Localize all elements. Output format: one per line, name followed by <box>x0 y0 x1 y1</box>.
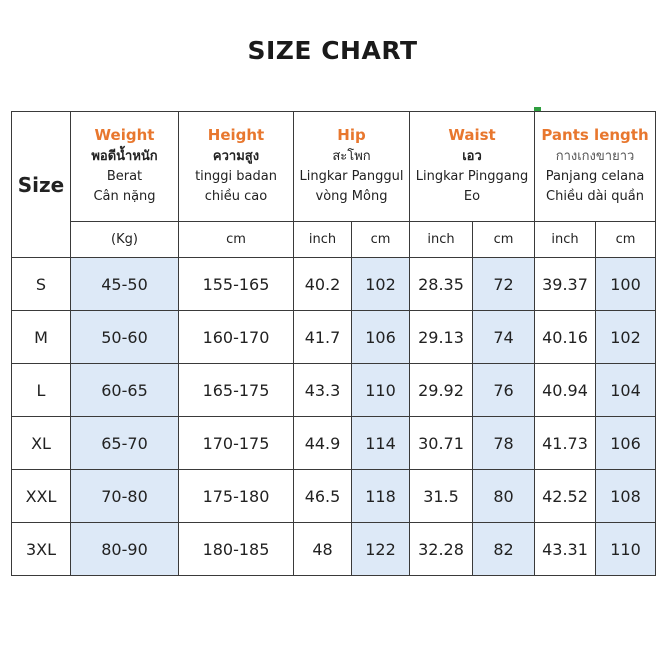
waist-inch-cell: 29.13 <box>410 311 473 364</box>
pants-inch-cell: 42.52 <box>535 470 596 523</box>
hip-cm-cell: 118 <box>352 470 410 523</box>
height-cell: 160-170 <box>179 311 294 364</box>
weight-cell: 65-70 <box>71 417 179 470</box>
hip-inch-cell: 48 <box>294 523 352 576</box>
size-chart-table <box>11 111 656 576</box>
pants-cm-cell: 102 <box>596 311 656 364</box>
weight-unit: (Kg) <box>71 222 179 258</box>
pants-unit-cm: cm <box>596 222 656 258</box>
size-cell: M <box>12 311 71 364</box>
size-header: Size <box>12 112 71 258</box>
waist-inch-cell: 30.71 <box>410 417 473 470</box>
pants-cm-cell: 110 <box>596 523 656 576</box>
height-header: Height ความสูง tinggi badan chiều cao <box>179 112 294 222</box>
weight-cell: 50-60 <box>71 311 179 364</box>
weight-cell: 70-80 <box>71 470 179 523</box>
pants-cm-cell: 108 <box>596 470 656 523</box>
page-title: SIZE CHART <box>247 36 418 65</box>
hip-inch-cell: 46.5 <box>294 470 352 523</box>
size-cell: XXL <box>12 470 71 523</box>
hip-inch-cell: 41.7 <box>294 311 352 364</box>
hip-cm-cell: 102 <box>352 258 410 311</box>
waist-inch-cell: 31.5 <box>410 470 473 523</box>
waist-header: Waist เอว Lingkar Pinggang Eo <box>410 112 535 222</box>
table-row <box>12 258 656 311</box>
weight-cell: 80-90 <box>71 523 179 576</box>
waist-cm-cell: 74 <box>473 311 535 364</box>
waist-inch-cell: 32.28 <box>410 523 473 576</box>
waist-unit-inch: inch <box>410 222 473 258</box>
size-cell: 3XL <box>12 523 71 576</box>
pants-inch-cell: 43.31 <box>535 523 596 576</box>
waist-cm-cell: 76 <box>473 364 535 417</box>
pants-cm-cell: 106 <box>596 417 656 470</box>
hip-inch-cell: 43.3 <box>294 364 352 417</box>
pants-inch-cell: 40.94 <box>535 364 596 417</box>
waist-unit-cm: cm <box>473 222 535 258</box>
hip-cm-cell: 114 <box>352 417 410 470</box>
hip-unit-inch: inch <box>294 222 352 258</box>
waist-cm-cell: 78 <box>473 417 535 470</box>
weight-cell: 45-50 <box>71 258 179 311</box>
waist-cm-cell: 80 <box>473 470 535 523</box>
table-row <box>12 417 656 470</box>
waist-cm-cell: 72 <box>473 258 535 311</box>
hip-header: Hip สะโพก Lingkar Panggul vòng Mông <box>294 112 410 222</box>
height-cell: 155-165 <box>179 258 294 311</box>
pants-inch-cell: 39.37 <box>535 258 596 311</box>
weight-header: Weight พอดีน้ำหนัก Berat Cân nặng <box>71 112 179 222</box>
hip-inch-cell: 44.9 <box>294 417 352 470</box>
weight-cell: 60-65 <box>71 364 179 417</box>
height-unit: cm <box>179 222 294 258</box>
height-cell: 165-175 <box>179 364 294 417</box>
pants-cm-cell: 104 <box>596 364 656 417</box>
pants-length-header: Pants length กางเกงขายาว Panjang celana Chiều dài quần <box>535 112 656 222</box>
table-row <box>12 470 656 523</box>
hip-cm-cell: 110 <box>352 364 410 417</box>
table-row <box>12 311 656 364</box>
height-cell: 170-175 <box>179 417 294 470</box>
pants-cm-cell: 100 <box>596 258 656 311</box>
table-row <box>12 364 656 417</box>
size-cell: S <box>12 258 71 311</box>
height-cell: 180-185 <box>179 523 294 576</box>
pants-inch-cell: 40.16 <box>535 311 596 364</box>
height-cell: 175-180 <box>179 470 294 523</box>
hip-cm-cell: 106 <box>352 311 410 364</box>
pants-unit-inch: inch <box>535 222 596 258</box>
hip-cm-cell: 122 <box>352 523 410 576</box>
waist-inch-cell: 29.92 <box>410 364 473 417</box>
pants-inch-cell: 41.73 <box>535 417 596 470</box>
waist-cm-cell: 82 <box>473 523 535 576</box>
size-cell: L <box>12 364 71 417</box>
hip-inch-cell: 40.2 <box>294 258 352 311</box>
size-cell: XL <box>12 417 71 470</box>
waist-inch-cell: 28.35 <box>410 258 473 311</box>
hip-unit-cm: cm <box>352 222 410 258</box>
table-row <box>12 523 656 576</box>
